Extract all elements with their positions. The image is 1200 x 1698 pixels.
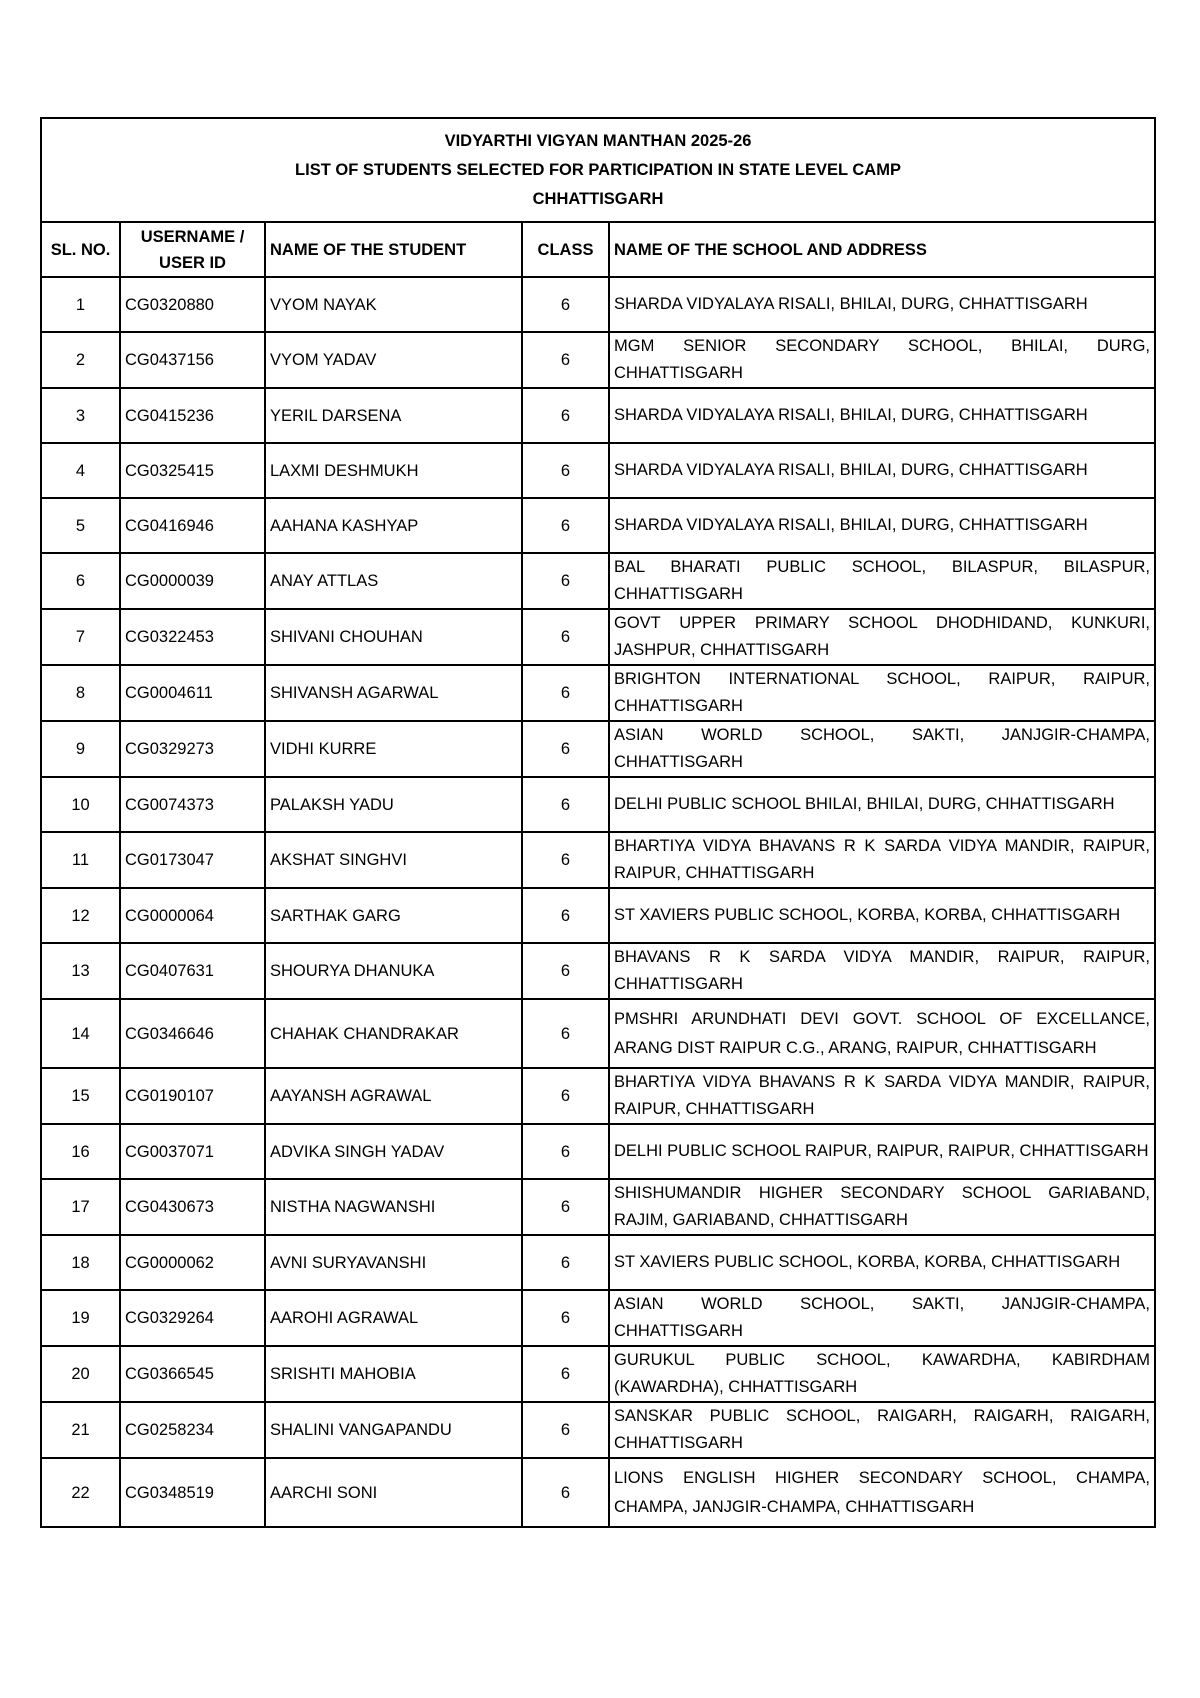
cell-student-name: LAXMI DESHMUKH — [265, 443, 522, 498]
document-title — [41, 118, 1155, 222]
cell-student-name: ANAY ATTLAS — [265, 553, 522, 609]
cell-sl-no: 19 — [41, 1290, 120, 1346]
cell-school-address: SHARDA VIDYALAYA RISALI, BHILAI, DURG, CHHATTISGARH — [609, 498, 1155, 553]
cell-user-id: CG0416946 — [120, 498, 265, 553]
table-row — [41, 721, 1155, 777]
cell-student-name: PALAKSH YADU — [265, 777, 522, 832]
cell-sl-no: 13 — [41, 943, 120, 999]
cell-class: 6 — [522, 721, 609, 777]
cell-class: 6 — [522, 277, 609, 332]
cell-student-name: NISTHA NAGWANSHI — [265, 1179, 522, 1235]
cell-school-address: SHARDA VIDYALAYA RISALI, BHILAI, DURG, CHHATTISGARH — [609, 277, 1155, 332]
cell-school-address: LIONS ENGLISH HIGHER SECONDARY SCHOOL, CHAMPA, CHAMPA, JANJGIR-CHAMPA, CHHATTISGARH — [609, 1458, 1155, 1527]
table-row — [41, 498, 1155, 553]
title-line-2: LIST OF STUDENTS SELECTED FOR PARTICIPATION IN STATE LEVEL CAMP — [295, 160, 901, 179]
cell-school-address: SHISHUMANDIR HIGHER SECONDARY SCHOOL GARIABAND, RAJIM, GARIABAND, CHHATTISGARH — [609, 1179, 1155, 1235]
cell-school-address: DELHI PUBLIC SCHOOL RAIPUR, RAIPUR, RAIPUR, CHHATTISGARH — [609, 1124, 1155, 1179]
cell-user-id: CG0258234 — [120, 1402, 265, 1458]
table-row — [41, 999, 1155, 1068]
cell-class: 6 — [522, 1124, 609, 1179]
cell-class: 6 — [522, 1458, 609, 1527]
table-row — [41, 332, 1155, 388]
cell-class: 6 — [522, 443, 609, 498]
cell-sl-no: 11 — [41, 832, 120, 888]
cell-student-name: SARTHAK GARG — [265, 888, 522, 943]
cell-school-address: SANSKAR PUBLIC SCHOOL, RAIGARH, RAIGARH, RAIGARH, CHHATTISGARH — [609, 1402, 1155, 1458]
cell-user-id: CG0329273 — [120, 721, 265, 777]
cell-sl-no: 3 — [41, 388, 120, 443]
cell-sl-no: 15 — [41, 1068, 120, 1124]
cell-sl-no: 1 — [41, 277, 120, 332]
cell-sl-no: 10 — [41, 777, 120, 832]
cell-user-id: CG0004611 — [120, 665, 265, 721]
cell-school-address: BHARTIYA VIDYA BHAVANS R K SARDA VIDYA MANDIR, RAIPUR, RAIPUR, CHHATTISGARH — [609, 1068, 1155, 1124]
cell-sl-no: 16 — [41, 1124, 120, 1179]
table-row — [41, 1458, 1155, 1527]
cell-class: 6 — [522, 1068, 609, 1124]
cell-user-id: CG0190107 — [120, 1068, 265, 1124]
cell-class: 6 — [522, 888, 609, 943]
table-row — [41, 832, 1155, 888]
cell-sl-no: 2 — [41, 332, 120, 388]
cell-student-name: VYOM YADAV — [265, 332, 522, 388]
table-row — [41, 1346, 1155, 1402]
cell-sl-no: 20 — [41, 1346, 120, 1402]
header-student-name: NAME OF THE STUDENT — [265, 222, 522, 277]
cell-user-id: CG0346646 — [120, 999, 265, 1068]
cell-class: 6 — [522, 832, 609, 888]
table-row — [41, 665, 1155, 721]
title-line-1: VIDYARTHI VIGYAN MANTHAN 2025-26 — [444, 131, 752, 150]
table-row — [41, 388, 1155, 443]
cell-school-address: PMSHRI ARUNDHATI DEVI GOVT. SCHOOL OF EXCELLANCE, ARANG DIST RAIPUR C.G., ARANG, RAIPUR, CHHATTISGARH — [609, 999, 1155, 1068]
cell-student-name: AKSHAT SINGHVI — [265, 832, 522, 888]
title-line-3: CHHATTISGARH — [532, 189, 664, 208]
cell-school-address: DELHI PUBLIC SCHOOL BHILAI, BHILAI, DURG, CHHATTISGARH — [609, 777, 1155, 832]
cell-student-name: YERIL DARSENA — [265, 388, 522, 443]
cell-class: 6 — [522, 665, 609, 721]
table-row — [41, 1235, 1155, 1290]
cell-student-name: SHOURYA DHANUKA — [265, 943, 522, 999]
cell-school-address: GURUKUL PUBLIC SCHOOL, KAWARDHA, KABIRDHAM (KAWARDHA), CHHATTISGARH — [609, 1346, 1155, 1402]
cell-student-name: ADVIKA SINGH YADAV — [265, 1124, 522, 1179]
cell-user-id: CG0037071 — [120, 1124, 265, 1179]
cell-user-id: CG0407631 — [120, 943, 265, 999]
table-row — [41, 777, 1155, 832]
cell-sl-no: 8 — [41, 665, 120, 721]
cell-class: 6 — [522, 609, 609, 665]
table-row — [41, 1290, 1155, 1346]
cell-student-name: SHIVANSH AGARWAL — [265, 665, 522, 721]
cell-student-name: SHALINI VANGAPANDU — [265, 1402, 522, 1458]
table-row — [41, 277, 1155, 332]
cell-student-name: AAROHI AGRAWAL — [265, 1290, 522, 1346]
cell-school-address: BHAVANS R K SARDA VIDYA MANDIR, RAIPUR, RAIPUR, CHHATTISGARH — [609, 943, 1155, 999]
cell-class: 6 — [522, 943, 609, 999]
cell-user-id: CG0000064 — [120, 888, 265, 943]
cell-school-address: BRIGHTON INTERNATIONAL SCHOOL, RAIPUR, RAIPUR, CHHATTISGARH — [609, 665, 1155, 721]
cell-school-address: BAL BHARATI PUBLIC SCHOOL, BILASPUR, BILASPUR, CHHATTISGARH — [609, 553, 1155, 609]
cell-school-address: MGM SENIOR SECONDARY SCHOOL, BHILAI, DURG, CHHATTISGARH — [609, 332, 1155, 388]
cell-student-name: AAHANA KASHYAP — [265, 498, 522, 553]
cell-user-id: CG0430673 — [120, 1179, 265, 1235]
cell-user-id: CG0325415 — [120, 443, 265, 498]
cell-class: 6 — [522, 553, 609, 609]
table-row — [41, 1124, 1155, 1179]
cell-school-address: ST XAVIERS PUBLIC SCHOOL, KORBA, KORBA, CHHATTISGARH — [609, 888, 1155, 943]
student-rows — [41, 277, 1155, 1527]
cell-school-address: ASIAN WORLD SCHOOL, SAKTI, JANJGIR-CHAMPA, CHHATTISGARH — [609, 721, 1155, 777]
cell-sl-no: 17 — [41, 1179, 120, 1235]
cell-sl-no: 22 — [41, 1458, 120, 1527]
cell-sl-no: 12 — [41, 888, 120, 943]
table-row — [41, 1068, 1155, 1124]
cell-class: 6 — [522, 332, 609, 388]
cell-user-id: CG0074373 — [120, 777, 265, 832]
cell-student-name: SHIVANI CHOUHAN — [265, 609, 522, 665]
cell-class: 6 — [522, 1290, 609, 1346]
table-row — [41, 553, 1155, 609]
cell-class: 6 — [522, 1235, 609, 1290]
title-row — [41, 118, 1155, 222]
cell-student-name: VIDHI KURRE — [265, 721, 522, 777]
cell-user-id: CG0000062 — [120, 1235, 265, 1290]
cell-school-address: ST XAVIERS PUBLIC SCHOOL, KORBA, KORBA, CHHATTISGARH — [609, 1235, 1155, 1290]
cell-sl-no: 7 — [41, 609, 120, 665]
cell-sl-no: 9 — [41, 721, 120, 777]
cell-student-name: VYOM NAYAK — [265, 277, 522, 332]
cell-student-name: AVNI SURYAVANSHI — [265, 1235, 522, 1290]
cell-school-address: BHARTIYA VIDYA BHAVANS R K SARDA VIDYA MANDIR, RAIPUR, RAIPUR, CHHATTISGARH — [609, 832, 1155, 888]
cell-sl-no: 18 — [41, 1235, 120, 1290]
cell-sl-no: 14 — [41, 999, 120, 1068]
cell-sl-no: 5 — [41, 498, 120, 553]
cell-class: 6 — [522, 498, 609, 553]
cell-user-id: CG0437156 — [120, 332, 265, 388]
cell-user-id: CG0322453 — [120, 609, 265, 665]
cell-student-name: CHAHAK CHANDRAKAR — [265, 999, 522, 1068]
cell-class: 6 — [522, 777, 609, 832]
cell-class: 6 — [522, 1179, 609, 1235]
cell-user-id: CG0320880 — [120, 277, 265, 332]
cell-class: 6 — [522, 999, 609, 1068]
cell-user-id: CG0329264 — [120, 1290, 265, 1346]
student-list-table — [40, 117, 1156, 1528]
cell-user-id: CG0173047 — [120, 832, 265, 888]
cell-class: 6 — [522, 1346, 609, 1402]
table-row — [41, 1402, 1155, 1458]
cell-student-name: AAYANSH AGRAWAL — [265, 1068, 522, 1124]
cell-sl-no: 4 — [41, 443, 120, 498]
header-class: CLASS — [522, 222, 609, 277]
cell-user-id: CG0415236 — [120, 388, 265, 443]
cell-sl-no: 21 — [41, 1402, 120, 1458]
header-username: USERNAME / USER ID — [120, 222, 265, 277]
cell-student-name: AARCHI SONI — [265, 1458, 522, 1527]
student-list-sheet — [40, 117, 1154, 1528]
cell-student-name: SRISHTI MAHOBIA — [265, 1346, 522, 1402]
cell-class: 6 — [522, 1402, 609, 1458]
cell-school-address: SHARDA VIDYALAYA RISALI, BHILAI, DURG, CHHATTISGARH — [609, 443, 1155, 498]
table-row — [41, 609, 1155, 665]
cell-school-address: GOVT UPPER PRIMARY SCHOOL DHODHIDAND, KUNKURI, JASHPUR, CHHATTISGARH — [609, 609, 1155, 665]
cell-user-id: CG0366545 — [120, 1346, 265, 1402]
table-row — [41, 1179, 1155, 1235]
cell-class: 6 — [522, 388, 609, 443]
table-row — [41, 888, 1155, 943]
cell-user-id: CG0348519 — [120, 1458, 265, 1527]
cell-school-address: SHARDA VIDYALAYA RISALI, BHILAI, DURG, CHHATTISGARH — [609, 388, 1155, 443]
cell-school-address: ASIAN WORLD SCHOOL, SAKTI, JANJGIR-CHAMPA, CHHATTISGARH — [609, 1290, 1155, 1346]
cell-user-id: CG0000039 — [120, 553, 265, 609]
header-sl-no: SL. NO. — [41, 222, 120, 277]
cell-sl-no: 6 — [41, 553, 120, 609]
column-header-row — [41, 222, 1155, 277]
table-row — [41, 443, 1155, 498]
table-row — [41, 943, 1155, 999]
header-school: NAME OF THE SCHOOL AND ADDRESS — [609, 222, 1155, 277]
